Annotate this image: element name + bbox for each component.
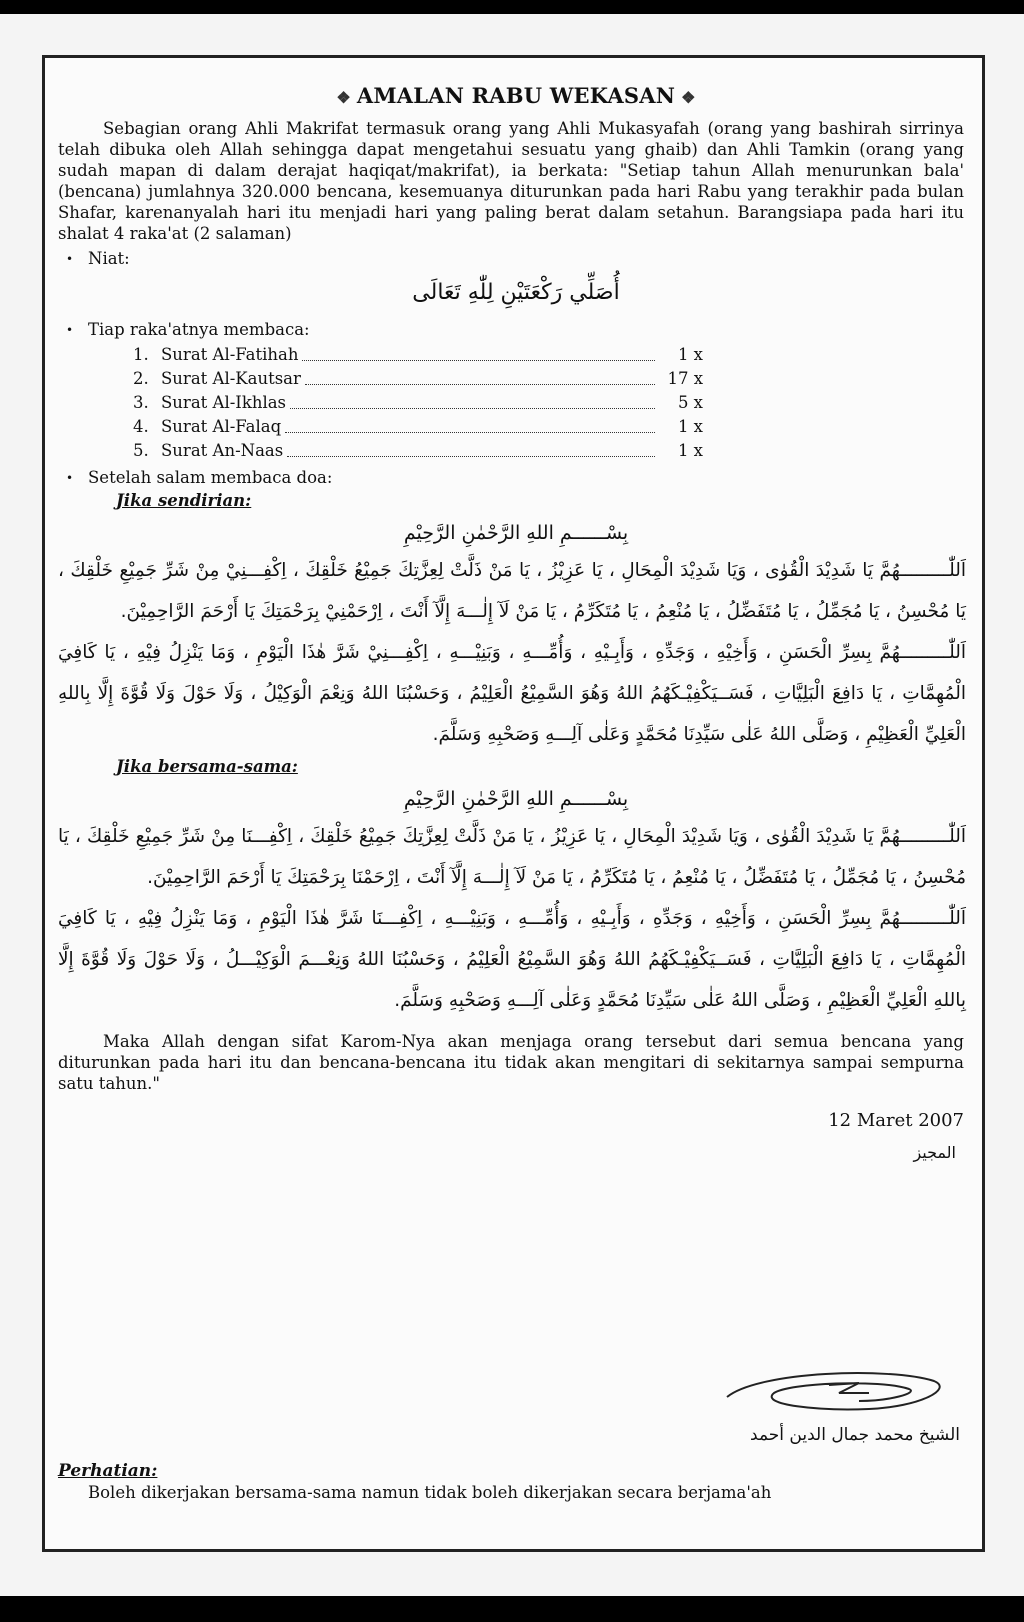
bismillah-together: بِسْــــــمِ اللهِ الرَّحْمٰنِ الرَّحِيْمِ — [403, 788, 629, 810]
document-title-row — [58, 83, 974, 108]
mujiz-label: المجيز — [913, 1143, 956, 1162]
list-item: 1. Surat Al-Fatihah 1 x — [133, 345, 703, 364]
perhatian-label: Perhatian: — [58, 1461, 158, 1481]
doa-together-part-1: اَللّٰـــــــــهُمَّ يَا شَدِيْدَ الْقُوٰى ، وَيَا شَدِيْدَ الْمِحَالِ ، يَا عَزِيْزُ ، يَا مَنْ ذَلَّتْ لِعِزَّتِكَ جَمِيْعُ خَلْقِكَ ، اِكْفِـــنَا مِنْ شَرِّ جَمِيْعِ خَلْقِكَ ، يَا مُحْسِنُ ، يَا مُجَمِّلُ ، يَا مُتَفَضِّلُ ، يَا مُنْعِمُ ، يَا مُتَكَرِّمُ ، يَا مَنْ لَآ إِلٰـــهَ إِلَّآ أَنْتَ ، اِرْحَمْنَا بِرَحْمَتِكَ يَا أَرْحَمَ الرَّاحِمِيْنَ. — [58, 826, 966, 888]
ornament-right-icon: ❖ — [681, 88, 696, 107]
doa-together-part-2: اَللّٰـــــــــهُمَّ بِسِرِّ الْحَسَنِ ، وَأَخِيْهِ ، وَجَدِّهِ ، وَأَبِـيْهِ ، وَأُمِّـــهِ ، وَبَنِيْـــهِ ، اِكْفِـــنَا شَرَّ هٰذَا الْيَوْمِ ، وَمَا يَنْزِلُ فِيْهِ ، يَا كَافِيَ الْمُهِمَّاتِ ، يَا دَافِعَ الْبَلِيَّاتِ ، فَسَــيَكْفِيْـكَهُمُ اللهُ وَهُوَ السَّمِيْعُ الْعَلِيْمُ ، وَحَسْبُنَا اللهُ وَنِعْـــمَ الْوَكِيْـــلُ ، وَلَا حَوْلَ وَلَا قُوَّةَ إِلَّا بِاللهِ الْعَلِيِّ الْعَظِيْمِ ، وَصَلَّى اللهُ عَلٰى سَيِّدِنَا مُحَمَّدٍ وَعَلٰى آلِـــهِ وَصَحْبِهِ وَسَلَّمَ. — [58, 908, 966, 1011]
doa-alone-part-1: اَللّٰـــــــــهُمَّ يَا شَدِيْدَ الْقُوٰى ، وَيَا شَدِيْدَ الْمِحَالِ ، يَا عَزِيْزُ ، يَا مَنْ ذَلَّتْ لِعِزَّتِكَ جَمِيْعُ خَلْقِكَ ، اِكْفِـــنِيْ مِنْ شَرِّ جَمِيْعِ خَلْقِكَ ، يَا مُحْسِنُ ، يَا مُجَمِّلُ ، يَا مُتَفَضِّلُ ، يَا مُنْعِمُ ، يَا مُتَكَرِّمُ ، يَا مَنْ لَآ إِلٰـــهَ إِلَّآ أَنْتَ ، اِرْحَمْنِيْ بِرَحْمَتِكَ يَا أَرْحَمَ الرَّاحِمِيْنَ. — [58, 560, 966, 622]
shaikh-name: الشيخ محمد جمال الدين أحمد — [750, 1425, 960, 1445]
ornament-left-icon: ❖ — [336, 88, 351, 107]
niat-arabic: أُصَلِّي رَكْعَتَيْنِ لِلّٰهِ تَعَالَى — [412, 280, 620, 305]
closing-paragraph: Maka Allah dengan sifat Karom-Nya akan menjaga orang tersebut dari semua bencana yang diturunkan pada hari itu dan bencana-bencana itu tidak akan mengitari di sekitarnya sampai sempurna satu tahun." — [58, 1032, 964, 1093]
doa-alone-part-2: اَللّٰـــــــــهُمَّ بِسِرِّ الْحَسَنِ ، وَأَخِيْهِ ، وَجَدِّهِ ، وَأَبِـيْهِ ، وَأُمِّـــهِ ، وَبَنِيْـــهِ ، اِكْفِـــنِيْ شَرَّ هٰذَا الْيَوْمِ ، وَمَا يَنْزِلُ فِيْهِ ، يَا كَافِيَ الْمُهِمَّاتِ ، يَا دَافِعَ الْبَلِيَّاتِ ، فَسَــيَكْفِيْـكَهُمُ اللهُ وَهُوَ السَّمِيْعُ الْعَلِيْمُ ، وَحَسْبُنَا اللهُ وَنِعْمَ الْوَكِيْلُ ، وَلَا حَوْلَ وَلَا قُوَّةَ إِلَّا بِاللهِ الْعَلِيِّ الْعَظِيْمِ ، وَصَلَّى اللهُ عَلٰى سَيِّدِنَا مُحَمَّدٍ وَعَلٰى آلِـــهِ وَصَحْبِهِ وَسَلَّمَ. — [58, 642, 966, 745]
after-salam-label: • Setelah salam membaca doa: — [88, 467, 974, 489]
together-heading: Jika bersama-sama: — [116, 757, 298, 776]
list-item: 2. Surat Al-Kautsar 17 x — [133, 369, 703, 388]
signature-icon — [719, 1363, 949, 1423]
bottom-edge — [0, 1596, 1024, 1622]
list-item: 3. Surat Al-Ikhlas 5 x — [133, 393, 703, 412]
niat-label: • Niat: — [88, 248, 974, 270]
alone-heading: Jika sendirian: — [116, 491, 252, 510]
intro-paragraph: Sebagian orang Ahli Makrifat termasuk orang yang Ahli Mukasyafah (orang yang bashirah sirrinya telah dibuka oleh Allah sehingga dapat mengetahui sesuatu yang ghaib) dan Ahli Tamkin (orang yang sudah mapan di dalam derajat haqiqat/makrifat), ia berkata: "Setiap tahun Allah menurunkan bala' (bencana) jumlahnya 320.000 bencana, kesemuanya diturunkan pada hari Rabu yang terakhir pada bulan Shafar, karenanyalah hari itu menjadi hari yang paling berat dalam setahun. Barangsiapa pada hari itu shalat 4 raka'at (2 salaman) — [58, 119, 964, 243]
surat-list — [133, 343, 703, 463]
top-edge — [0, 0, 1024, 14]
list-item: 5. Surat An-Naas 1 x — [133, 441, 703, 460]
document-body — [58, 75, 974, 1502]
perhatian-text: Boleh dikerjakan bersama-sama namun tidak boleh dikerjakan secara berjama'ah — [88, 1483, 772, 1502]
document-date: 12 Maret 2007 — [828, 1110, 964, 1131]
bismillah-alone: بِسْــــــمِ اللهِ الرَّحْمٰنِ الرَّحِيْمِ — [403, 522, 629, 544]
document-title: AMALAN RABU WEKASAN — [356, 83, 676, 108]
recite-label: • Tiap raka'atnya membaca: — [88, 319, 974, 341]
list-item: 4. Surat Al-Falaq 1 x — [133, 417, 703, 436]
